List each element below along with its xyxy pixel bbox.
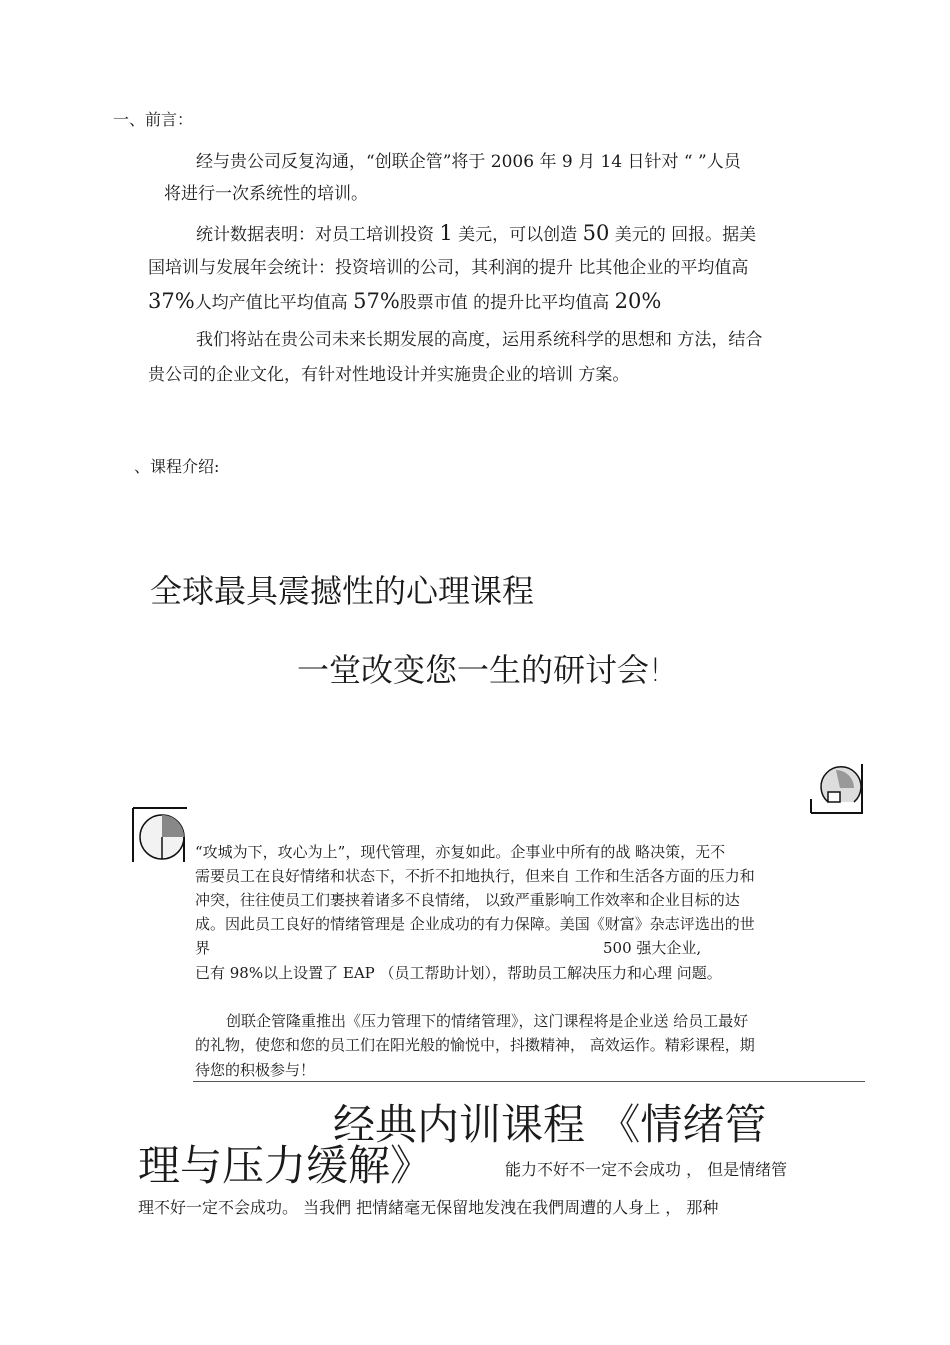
stat-text-c: 美元的 回报。据美 [609,225,757,245]
classic-intro-line-2: 理不好一定不会成功。 当我們 把情緒毫无保留地发洩在我們周遭的人身上 ， 那种 [138,1198,719,1217]
course-headline-1: 全球最具震撼性的心理课程 [150,572,535,610]
quote-line-5a: 界 [195,939,211,957]
stat-text-d: 人均产值比平均值高 [194,293,354,313]
quote-line-9: 待您的积极参与！ [195,1061,316,1079]
quote-line-2: 需要员工在良好情绪和状态下，不折不扣地执行，但来自 工作和生活各方面的压力和 [195,867,755,885]
stat-stock-percent: 20% [614,289,662,313]
stat-text-a: 统计数据表明：对员工培训投资 [196,225,440,245]
section-divider [193,1081,865,1082]
stat-output-percent: 57% [353,289,400,313]
quote-line-3: 冲突，往往使员工们裹挟着诸多不良情绪， 以致严重影响工作效率和企业目标的达 [195,891,740,909]
quote-line-7: 创联企管隆重推出《压力管理下的情绪管理》，这门课程将是企业送 给员工最好 [226,1012,749,1030]
course-heading: 、课程介绍: [134,457,220,476]
preface-paragraph-1-line-1: 经与贵公司反复沟通，“创联企管”将于 2006 年 9 月 14 日针对 “ ”人员 [196,152,741,172]
stat-text-b: 美元，可以创造 [452,225,583,245]
stat-number-50: 50 [582,221,610,245]
stat-number-1: 1 [439,221,453,245]
preface-paragraph-2-line-2: 国培训与发展年会统计：投资培训的公司，其利润的提升 比其他企业的平均值高 [148,258,749,278]
classic-course-title-line-1: 经典内训课程 《情绪管 [333,1100,767,1149]
quote-line-5b: 500 强大企业, [603,939,702,957]
preface-paragraph-2-line-3 [148,290,661,314]
course-headline-2: 一堂改变您一生的研讨会! [297,651,662,689]
quote-line-4: 成。因此员工良好的情绪管理是 企业成功的有力保障。美国《财富》杂志评选出的世 [195,915,755,933]
stat-profit-percent: 37% [148,289,195,313]
stat-text-e: 股票市值 的提升比平均值高 [399,293,615,313]
classic-course-title-line-2: 理与压力缓解》 [138,1141,433,1190]
quote-line-1: “攻城为下，攻心为上”，现代管理，亦复如此。企事业中所有的战 略决策，无不 [195,843,726,861]
preface-paragraph-3-line-2: 贵公司的企业文化，有针对性地设计并实施贵企业的培训 方案。 [148,365,630,385]
preface-paragraph-1-line-2: 将进行一次系统性的培训。 [164,184,368,204]
decorative-circle-icon-right [810,762,864,814]
decorative-circle-icon-left [132,807,188,863]
quote-line-6: 已有 98%以上设置了 EAP （员工帮助计划），帮助员工解决压力和心理 问题。 [195,964,722,982]
quote-line-8: 的礼物，使您和您的员工们在阳光般的愉悦中，抖擞精神， 高效运作。精彩课程，期 [195,1036,755,1054]
classic-intro-line-1: 能力不好不一定不会成功 ， 但是情绪管 [505,1160,788,1179]
preface-heading: 一、前言： [113,110,194,129]
preface-paragraph-2-line-1 [196,222,756,246]
preface-paragraph-3-line-1: 我们将站在贵公司未来长期发展的高度，运用系统科学的思想和 方法，结合 [196,330,763,350]
